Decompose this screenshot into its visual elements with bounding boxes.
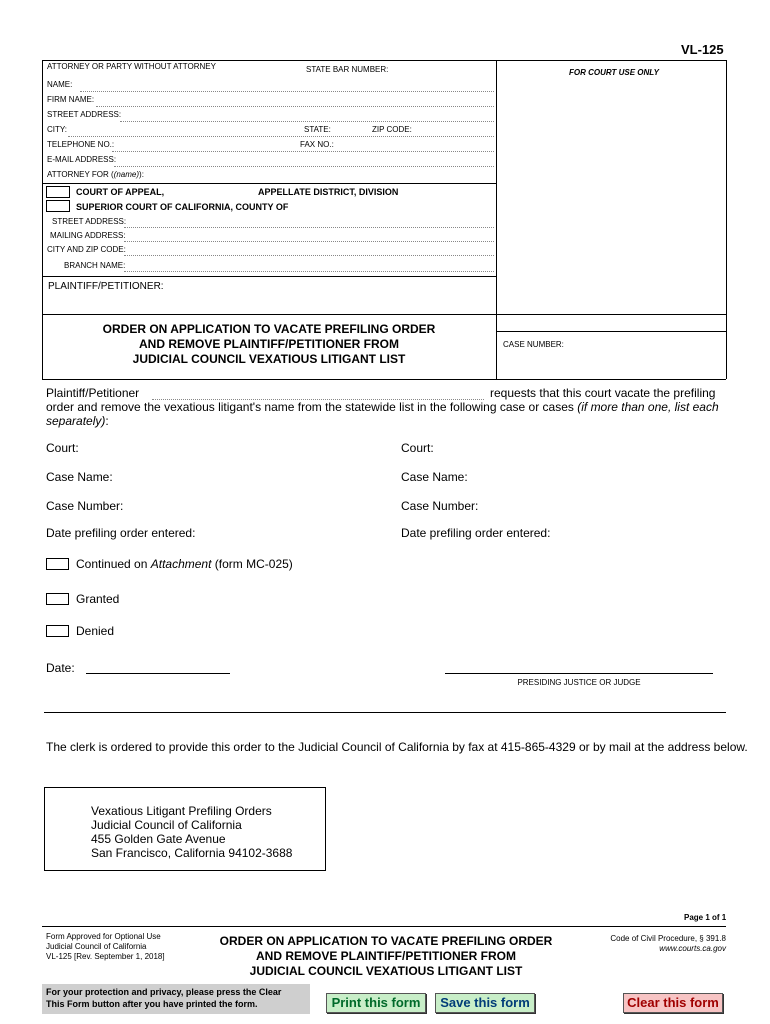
court-use-label: FOR COURT USE ONLY — [569, 68, 659, 77]
superior-court-checkbox[interactable] — [46, 200, 70, 212]
cityzip-field[interactable] — [124, 255, 494, 256]
request-line-2: order and remove the vexatious litigant's name from the statewide list in the following case or cases (if more than one, list each — [46, 400, 719, 414]
code-reference: Code of Civil Procedure, § 391.8 www.courts.ca.gov — [610, 934, 726, 953]
continued-label: Continued on Attachment (form MC-025) — [76, 557, 293, 571]
signature-line[interactable] — [445, 673, 713, 674]
request-line-3: separately): — [46, 414, 109, 428]
continued-checkbox[interactable] — [46, 558, 69, 570]
case-number-label-2: Case Number: — [401, 499, 479, 513]
divider — [44, 712, 726, 713]
branch-field[interactable] — [124, 271, 494, 272]
address-line: Judicial Council of California — [91, 818, 242, 832]
case-name-label-2: Case Name: — [401, 470, 468, 484]
save-button[interactable]: Save this form — [435, 993, 535, 1013]
court-label-2: Court: — [401, 441, 434, 455]
form-approval: Form Approved for Optional Use Judicial Council of California VL-125 [Rev. September 1, 2018] — [46, 932, 165, 961]
date-entered-label-2: Date prefiling order entered: — [401, 526, 551, 540]
court-of-appeal-label: COURT OF APPEAL, — [76, 187, 165, 197]
address-box — [44, 787, 326, 871]
street-field[interactable] — [120, 121, 494, 122]
name-field[interactable] — [80, 91, 494, 92]
email-field[interactable] — [114, 166, 494, 167]
plaintiff-label: PLAINTIFF/PETITIONER: — [48, 281, 164, 292]
case-number-label-1: Case Number: — [46, 499, 124, 513]
firm-label: FIRM NAME: — [47, 95, 95, 104]
address-line: Vexatious Litigant Prefiling Orders — [91, 804, 272, 818]
footer-title: ORDER ON APPLICATION TO VACATE PREFILING ORDER AND REMOVE PLAINTIFF/PETITIONER FROM JUDICIAL COUNCIL VEXATIOUS LITIGANT LIST — [219, 934, 553, 978]
court-street-field[interactable] — [124, 227, 494, 228]
date-line[interactable] — [86, 673, 230, 674]
superior-court-label: SUPERIOR COURT OF CALIFORNIA, COUNTY OF — [76, 202, 289, 212]
city-label: CITY: — [47, 125, 68, 134]
address-line: 455 Golden Gate Avenue — [91, 832, 226, 846]
date-entered-label-1: Date prefiling order entered: — [46, 526, 196, 540]
judge-label: PRESIDING JUSTICE OR JUDGE — [517, 678, 641, 687]
granted-label: Granted — [76, 592, 120, 606]
privacy-notice: For your protection and privacy, please press the Clear This Form button after you have printed the form. — [42, 984, 310, 1014]
denied-checkbox[interactable] — [46, 625, 69, 637]
street-label: STREET ADDRESS: — [47, 110, 122, 119]
mailing-label: MAILING ADDRESS: — [50, 231, 126, 240]
attorney-for-label: ATTORNEY FOR ((name)): — [47, 170, 144, 179]
city-field[interactable] — [68, 136, 494, 137]
state-label: STATE: — [304, 125, 331, 134]
attorney-label: ATTORNEY OR PARTY WITHOUT ATTORNEY — [47, 62, 216, 71]
plaintiff-text: Plaintiff/Petitioner — [46, 386, 140, 400]
fax-label: FAX NO.: — [300, 140, 334, 149]
zip-label: ZIP CODE: — [372, 125, 412, 134]
form-title: ORDER ON APPLICATION TO VACATE PREFILING ORDER AND REMOVE PLAINTIFF/PETITIONER FROM JUDICIAL COUNCIL VEXATIOUS LITIGANT LIST — [102, 322, 436, 366]
court-label-1: Court: — [46, 441, 79, 455]
address-line: San Francisco, California 94102-3688 — [91, 846, 293, 860]
clerk-instruction: The clerk is ordered to provide this order to the Judicial Council of California by fax at 415-865-4329 or by mail at the address below. — [46, 740, 748, 754]
page-number: Page 1 of 1 — [684, 913, 727, 922]
clear-button[interactable]: Clear this form — [623, 993, 723, 1013]
court-of-appeal-checkbox[interactable] — [46, 186, 70, 198]
email-label: E-MAIL ADDRESS: — [47, 155, 117, 164]
case-number-label: CASE NUMBER: — [503, 340, 564, 349]
granted-checkbox[interactable] — [46, 593, 69, 605]
court-street-label: STREET ADDRESS: — [52, 217, 127, 226]
case-name-label-1: Case Name: — [46, 470, 113, 484]
telephone-label: TELEPHONE NO.: — [47, 140, 115, 149]
print-button[interactable]: Print this form — [326, 993, 426, 1013]
form-id: VL-125 — [681, 42, 724, 57]
firm-field[interactable] — [96, 106, 494, 107]
mailing-field[interactable] — [124, 241, 494, 242]
name-label: NAME: — [47, 80, 73, 89]
requests-text: requests that this court vacate the prefiling — [490, 386, 716, 400]
date-label: Date: — [46, 661, 75, 675]
appellate-district-label: APPELLATE DISTRICT, DIVISION — [258, 187, 399, 197]
branch-label: BRANCH NAME: — [64, 261, 126, 270]
state-bar-label: STATE BAR NUMBER: — [306, 65, 389, 74]
denied-label: Denied — [76, 624, 115, 638]
cityzip-label: CITY AND ZIP CODE: — [47, 245, 126, 254]
telephone-field[interactable] — [112, 151, 494, 152]
